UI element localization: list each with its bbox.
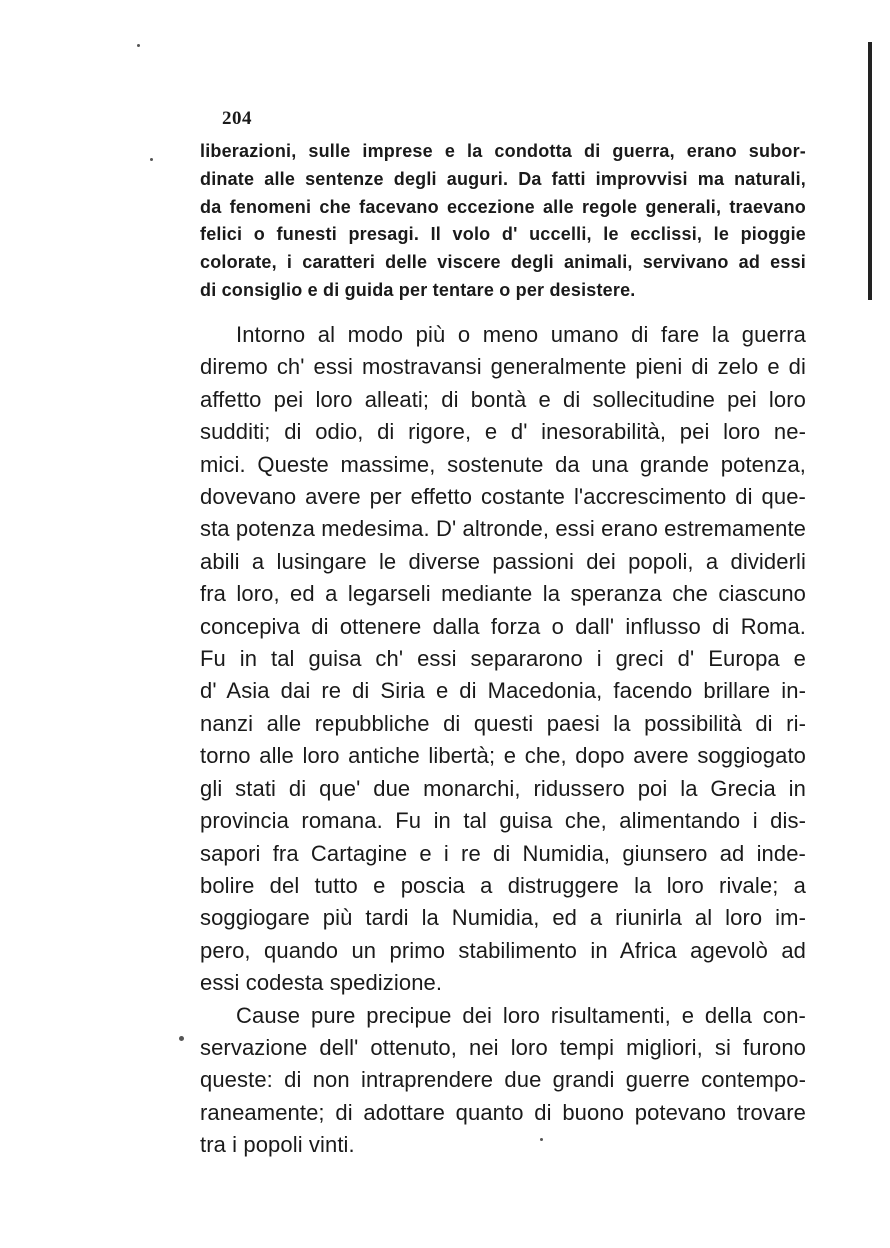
text-line: mici. Queste massime, sostenute da una grande potenza, xyxy=(200,451,806,477)
text-line: dinate alle sentenze degli auguri. Da fatti improvvisi ma naturali, xyxy=(200,168,806,189)
text-line: sta potenza medesima. D' altronde, essi erano estremamente xyxy=(200,516,806,542)
text-line: essi codesta spedizione. xyxy=(200,970,443,996)
scan-speck xyxy=(137,44,140,47)
paragraph-war-conduct xyxy=(200,319,806,1000)
scan-speck xyxy=(179,1036,184,1041)
text-line: tra i popoli vinti. xyxy=(200,1132,355,1158)
text-line: nanzi alle repubbliche di questi paesi la possibilità di ri- xyxy=(200,710,806,736)
text-line: Intorno al modo più o meno umano di fare la guerra xyxy=(236,322,806,347)
text-line: raneamente; di adottare quanto di buono potevano trovare xyxy=(200,1099,806,1125)
paragraph-causes xyxy=(200,1000,806,1162)
text-line: liberazioni, sulle imprese e la condotta di guerra, erano subor- xyxy=(200,141,806,161)
text-line: dovevano avere per effetto costante l'accrescimento di que- xyxy=(200,484,806,510)
main-text xyxy=(200,319,806,1162)
scan-speck xyxy=(150,158,153,161)
text-line: provincia romana. Fu in tal guisa che, alimentando i dis- xyxy=(200,808,806,834)
text-line: gli stati di que' due monarchi, ridussero poi la Grecia in xyxy=(200,775,806,801)
text-line: fra loro, ed a legarseli mediante la speranza che ciascuno xyxy=(200,581,806,607)
text-line: da fenomeni che facevano eccezione alle regole generali, traevano xyxy=(200,196,806,217)
scan-edge-line xyxy=(868,42,872,300)
text-line: concepiva di ottenere dalla forza o dall' influsso di Roma. xyxy=(200,613,806,639)
text-line: queste: di non intraprendere due grandi guerre contempo- xyxy=(200,1067,806,1093)
text-line: sudditi; di odio, di rigore, e d' inesorabilità, pei loro ne- xyxy=(200,419,806,445)
text-line: sapori fra Cartagine e i re di Numidia, giunsero ad inde- xyxy=(200,840,806,866)
text-line: diremo ch' essi mostravansi generalmente pieni di zelo e di xyxy=(200,354,806,380)
paragraph-continued xyxy=(200,138,806,305)
text-line: bolire del tutto e poscia a distruggere la loro rivale; a xyxy=(200,872,806,898)
text-line: torno alle loro antiche libertà; e che, dopo avere soggiogato xyxy=(200,743,806,769)
text-line: d' Asia dai re di Siria e di Macedonia, facendo brillare in- xyxy=(200,678,806,704)
page-number: 204 xyxy=(222,108,252,129)
text-line: Fu in tal guisa ch' essi separarono i greci d' Europa e xyxy=(200,646,806,672)
text-line: affetto pei loro alleati; di bontà e di sollecitudine pei loro xyxy=(200,386,806,412)
text-line: felici o funesti presagi. Il volo d' uccelli, le ecclissi, le pioggie xyxy=(200,224,806,245)
text-line: servazione dell' ottenuto, nei loro tempi migliori, si furono xyxy=(200,1034,806,1060)
text-line: di consiglio e di guida per tentare o per desistere. xyxy=(200,279,636,300)
text-line: abili a lusingare le diverse passioni dei popoli, a dividerli xyxy=(200,548,806,574)
text-line: colorate, i caratteri delle viscere degli animali, servivano ad essi xyxy=(200,252,806,273)
text-line: pero, quando un primo stabilimento in Africa agevolò ad xyxy=(200,937,806,963)
text-line: soggiogare più tardi la Numidia, ed a riunirla al loro im- xyxy=(200,905,806,931)
text-line: Cause pure precipue dei loro risultamenti, e della con- xyxy=(236,1002,806,1028)
